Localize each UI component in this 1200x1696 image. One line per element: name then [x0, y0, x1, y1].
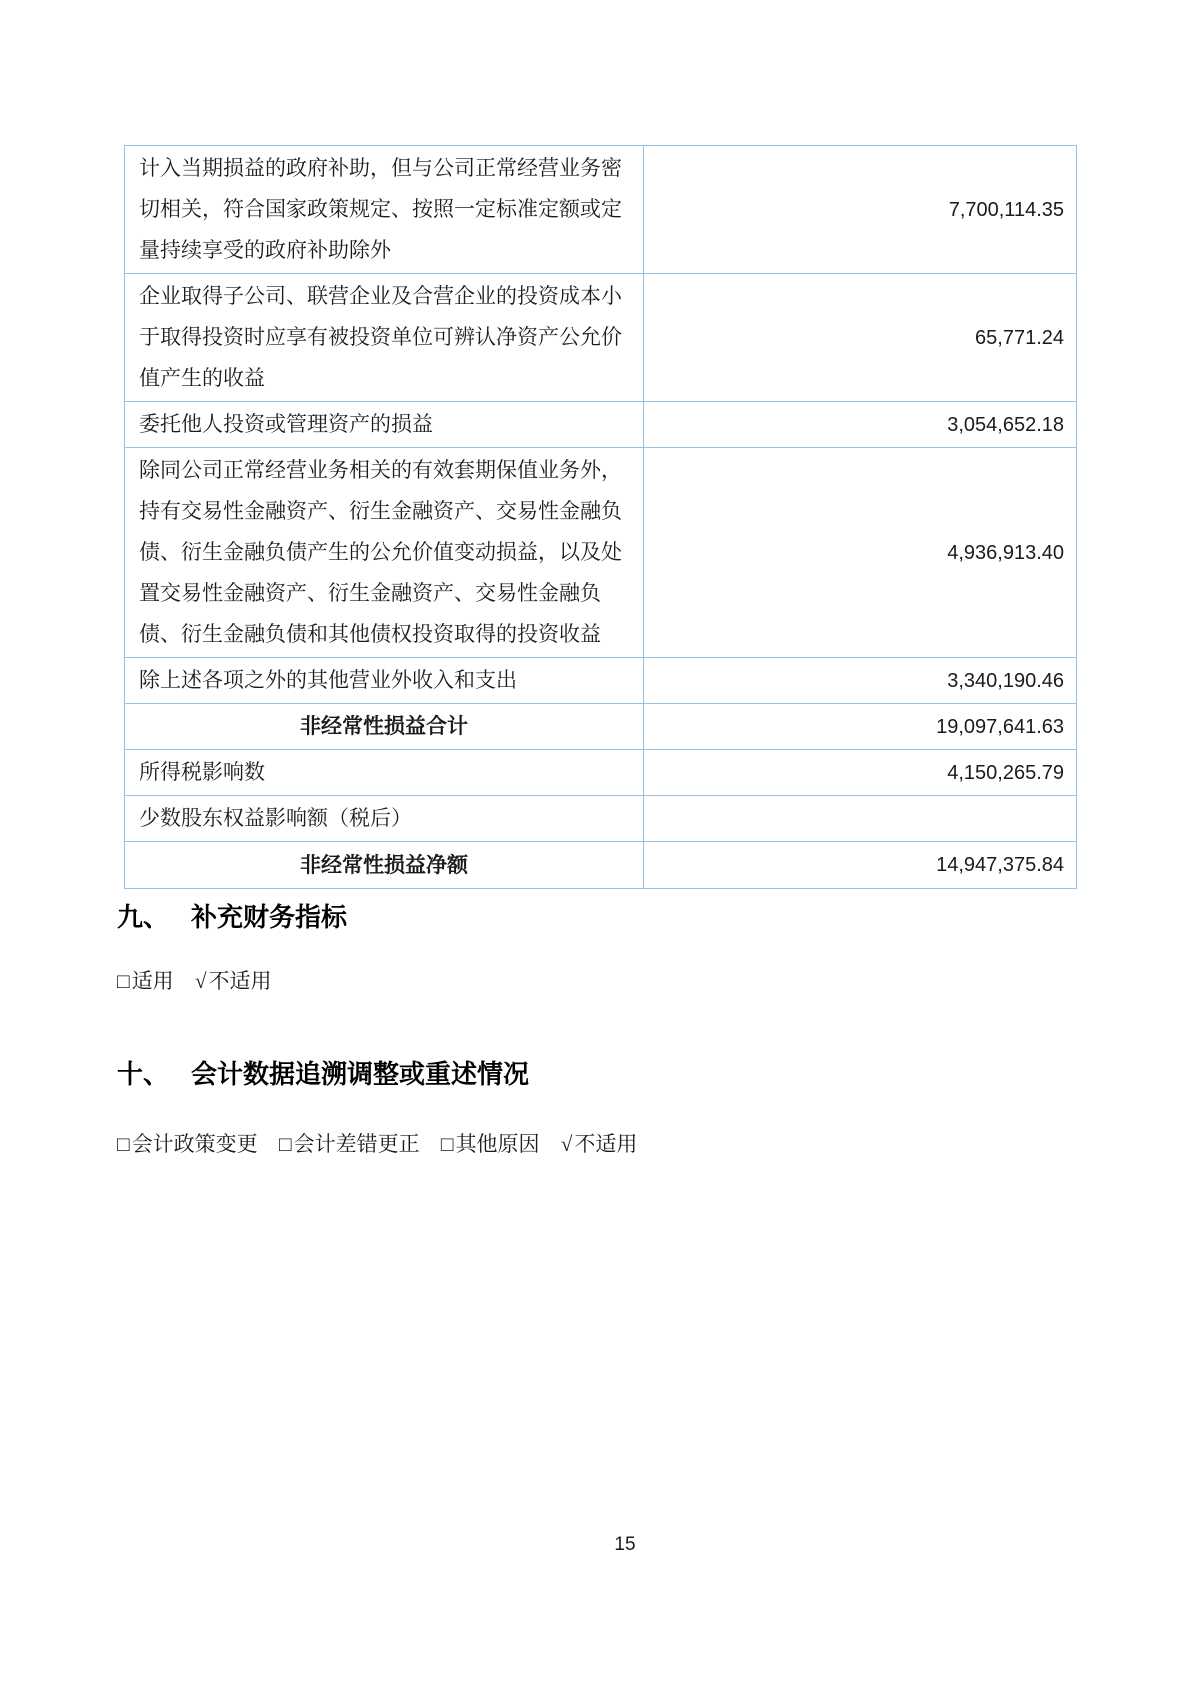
- option-accounting-error-correction: [279, 1132, 420, 1156]
- row-value: 19,097,641.63: [644, 704, 1077, 750]
- row-value: [644, 796, 1077, 842]
- page-number: 15: [614, 1534, 636, 1555]
- row-value: 3,340,190.46: [644, 658, 1077, 704]
- row-value: 14,947,375.84: [644, 842, 1077, 889]
- row-label: 除同公司正常经营业务相关的有效套期保值业务外，持有交易性金融资产、衍生金融资产、交易性金融负债、衍生金融负债产生的公允价值变动损益，以及处置交易性金融资产、衍生金融资产、交易性金融负债、衍生金融负债和其他债权投资取得的投资收益: [125, 448, 644, 658]
- section-number: 十、: [117, 1059, 170, 1089]
- option-label: 会计政策变更: [131, 1132, 258, 1156]
- option-not-applicable: [195, 969, 272, 993]
- option-applicable: [117, 969, 174, 993]
- table-row: [125, 750, 1077, 796]
- checkbox-empty-icon: □: [278, 1132, 292, 1156]
- row-label: 非经常性损益净额: [125, 842, 644, 889]
- section-title: 补充财务指标: [191, 902, 348, 932]
- row-label: 计入当期损益的政府补助，但与公司正常经营业务密切相关，符合国家政策规定、按照一定标准定额或定量持续享受的政府补助除外: [125, 146, 644, 274]
- checkmark-icon: √: [194, 969, 207, 993]
- option-label: 不适用: [208, 969, 272, 993]
- row-label: 委托他人投资或管理资产的损益: [125, 402, 644, 448]
- applicability-options: [117, 968, 287, 995]
- checkbox-empty-icon: □: [440, 1132, 454, 1156]
- row-value: 3,054,652.18: [644, 402, 1077, 448]
- row-value: 4,936,913.40: [644, 448, 1077, 658]
- row-label: 所得税影响数: [125, 750, 644, 796]
- option-not-applicable: [561, 1132, 638, 1156]
- checkmark-icon: √: [560, 1132, 573, 1156]
- section-title: 会计数据追溯调整或重述情况: [191, 1059, 530, 1089]
- option-label: 会计差错更正: [293, 1132, 420, 1156]
- row-value: 7,700,114.35: [644, 146, 1077, 274]
- checkbox-empty-icon: □: [117, 1132, 130, 1156]
- row-label: 非经常性损益合计: [125, 704, 644, 750]
- table-row-net-total: [125, 842, 1077, 889]
- table-row: [125, 274, 1077, 402]
- section-heading-retrospective-adjustment: [117, 1058, 529, 1090]
- option-label: 不适用: [574, 1132, 638, 1156]
- adjustment-reason-options: [117, 1131, 653, 1158]
- row-value: 65,771.24: [644, 274, 1077, 402]
- table-row: [125, 658, 1077, 704]
- table-row: [125, 448, 1077, 658]
- row-value: 4,150,265.79: [644, 750, 1077, 796]
- table-row: [125, 796, 1077, 842]
- checkbox-empty-icon: □: [117, 969, 130, 993]
- row-label: 企业取得子公司、联营企业及合营企业的投资成本小于取得投资时应享有被投资单位可辨认净资产公允价值产生的收益: [125, 274, 644, 402]
- option-other-reason: [441, 1132, 540, 1156]
- row-label: 除上述各项之外的其他营业外收入和支出: [125, 658, 644, 704]
- nonrecurring-items-table: [124, 145, 1077, 889]
- option-label: 其他原因: [455, 1132, 540, 1156]
- table-row: [125, 146, 1077, 274]
- section-heading-supplementary-indicators: [117, 901, 347, 933]
- table-row: [125, 402, 1077, 448]
- option-label: 适用: [131, 969, 174, 993]
- section-number: 九、: [117, 902, 170, 932]
- table-row-subtotal: [125, 704, 1077, 750]
- option-accounting-policy-change: [117, 1132, 258, 1156]
- row-label: 少数股东权益影响额（税后）: [125, 796, 644, 842]
